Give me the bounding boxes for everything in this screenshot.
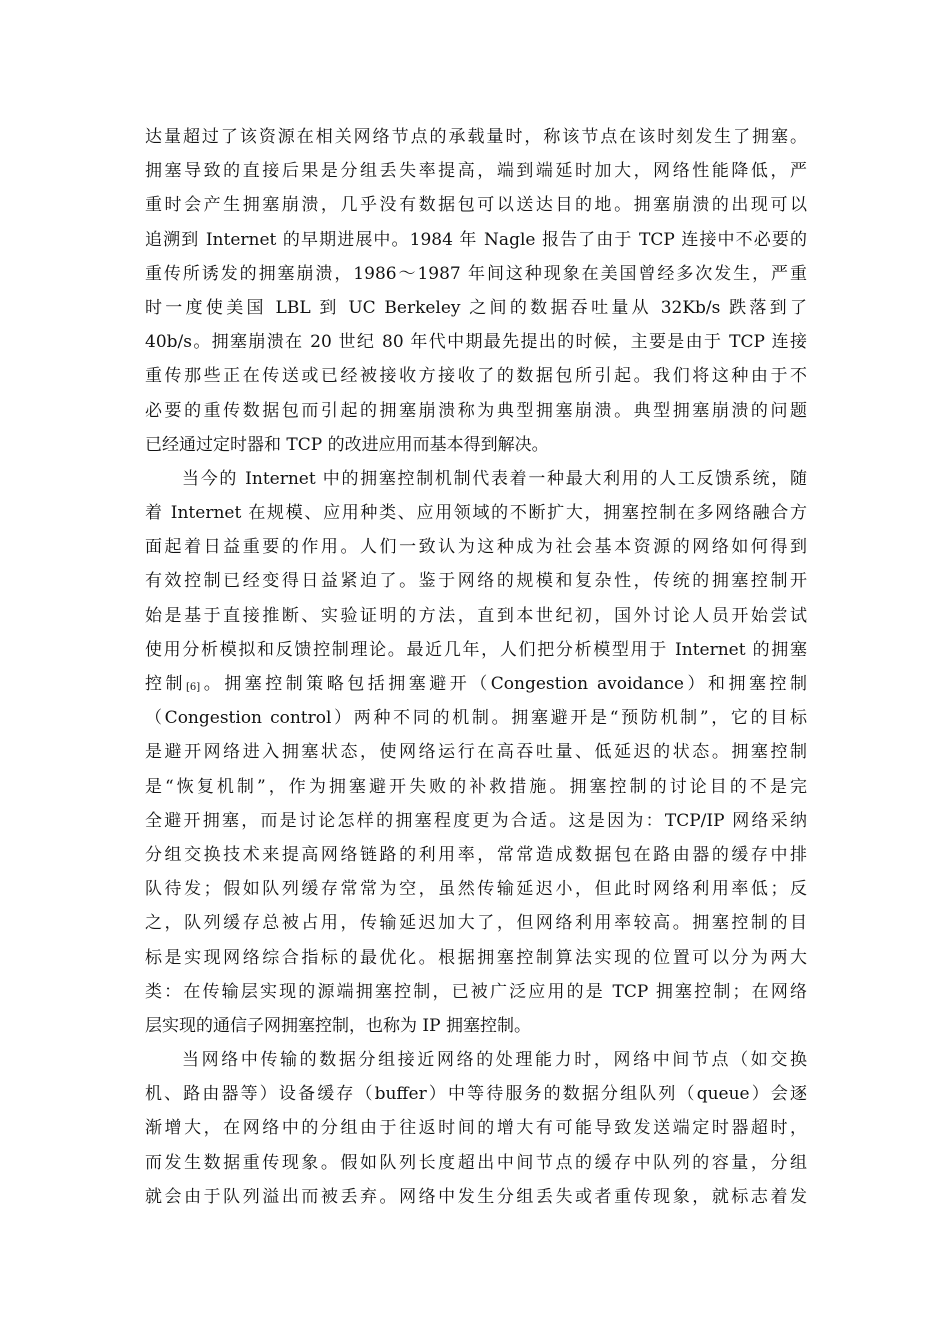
text-line: 有效控制已经变得日益紧迫了。鉴于网络的规模和复杂性，传统的拥塞控制开 <box>145 571 807 592</box>
text-line: 重时会产生拥塞崩溃，几乎没有数据包可以送达目的地。拥塞崩溃的出现可以 <box>145 195 807 216</box>
text-line: 追溯到 Internet 的早期进展中。1984 年 Nagle 报告了由于 TCP 连接中不必要的 <box>145 229 807 250</box>
paragraph-3 <box>145 1043 807 1214</box>
text-line: 时一度使美国 LBL 到 UC Berkeley 之间的数据吞吐量从 32Kb/s 跌落到了 <box>145 297 807 318</box>
text-line: 是“恢复机制”，作为拥塞避开失败的补救措施。拥塞控制的讨论目的不是完 <box>145 776 807 797</box>
text-line: 就会由于队列溢出而被丢弃。网络中发生分组丢失或者重传现象，就标志着发 <box>145 1186 807 1207</box>
text-line: 使用分析模拟和反馈控制理论。最近几年，人们把分析模型用于 Internet 的拥塞 <box>145 639 807 660</box>
paragraph-2 <box>145 462 807 1043</box>
text-line: 分组交换技术来提高网络链路的利用率，常常造成数据包在路由器的缓存中排 <box>145 844 807 865</box>
text-line: 已经通过定时器和 TCP 的改进应用而基本得到解决。 <box>145 434 549 455</box>
text-line: 标是实现网络综合指标的最优化。根据拥塞控制算法实现的位置可以分为两大 <box>145 947 807 968</box>
text-line: 始是基于直接推断、实验证明的方法，直到本世纪初，国外讨论人员开始尝试 <box>145 605 807 626</box>
text-line: 着 Internet 在规模、应用种类、应用领域的不断扩大，拥塞控制在多网络融合方 <box>145 503 807 524</box>
text-line: （Congestion control）两种不同的机制。拥塞避开是“预防机制”，它的目标 <box>145 708 807 729</box>
text-line: 是避开网络进入拥塞状态，使网络运行在高吞吐量、低延迟的状态。拥塞控制 <box>145 742 807 763</box>
text-line: 机、路由器等）设备缓存（buffer）中等待服务的数据分组队列（queue）会逐 <box>145 1084 807 1105</box>
text-line: 队待发；假如队列缓存常常为空，虽然传输延迟小，但此时网络利用率低；反 <box>145 879 807 900</box>
text-line: 40b/s。拥塞崩溃在 20 世纪 80 年代中期最先提出的时候，主要是由于 TCP 连接 <box>145 332 807 353</box>
paragraph-1 <box>145 120 807 462</box>
text-line: 渐增大，在网络中的分组由于往返时间的增大有可能导致发送端定时器超时， <box>145 1118 807 1139</box>
body-text <box>145 120 807 1214</box>
text-line: 拥塞导致的直接后果是分组丢失率提高，端到端延时加大，网络性能降低，严 <box>145 161 807 182</box>
text-line: 面起着日益重要的作用。人们一致认为这种成为社会基本资源的网络如何得到 <box>145 537 807 558</box>
citation-mark: [6] <box>186 682 201 693</box>
text-line: 而发生数据重传现象。假如队列长度超出中间节点的缓存中队列的容量，分组 <box>145 1152 807 1173</box>
text-line: 重传所诱发的拥塞崩溃，1986～1987 年间这种现象在美国曾经多次发生，严重 <box>145 263 807 284</box>
text-line: 类：在传输层实现的源端拥塞控制，已被广泛应用的是 TCP 拥塞控制；在网络 <box>145 981 807 1002</box>
text-line: 重传那些正在传送或已经被接收方接收了的数据包所引起。我们将这种由于不 <box>145 366 807 387</box>
text-line: 之，队列缓存总被占用，传输延迟加大了，但网络利用率较高。拥塞控制的目 <box>145 913 807 934</box>
text-line: 当网络中传输的数据分组接近网络的处理能力时，网络中间节点（如交换 <box>182 1050 807 1071</box>
citation-line-before: 控制 <box>145 674 187 694</box>
text-line: 当今的 Internet 中的拥塞控制机制代表着一种最大利用的人工反馈系统，随 <box>182 468 807 489</box>
text-line: 层实现的通信子网拥塞控制，也称为 IP 拥塞控制。 <box>145 1015 531 1036</box>
citation-line-after: 。拥塞控制策略包括拥塞避开（Congestion avoidance）和拥塞控制 <box>200 674 807 694</box>
text-line-with-citation <box>145 667 807 701</box>
text-line: 必要的重传数据包而引起的拥塞崩溃称为典型拥塞崩溃。典型拥塞崩溃的问题 <box>145 400 807 421</box>
text-line: 全避开拥塞，而是讨论怎样的拥塞程度更为合适。这是因为：TCP/IP 网络采纳 <box>145 810 807 831</box>
text-line: 达量超过了该资源在相关网络节点的承载量时，称该节点在该时刻发生了拥塞。 <box>145 127 807 147</box>
